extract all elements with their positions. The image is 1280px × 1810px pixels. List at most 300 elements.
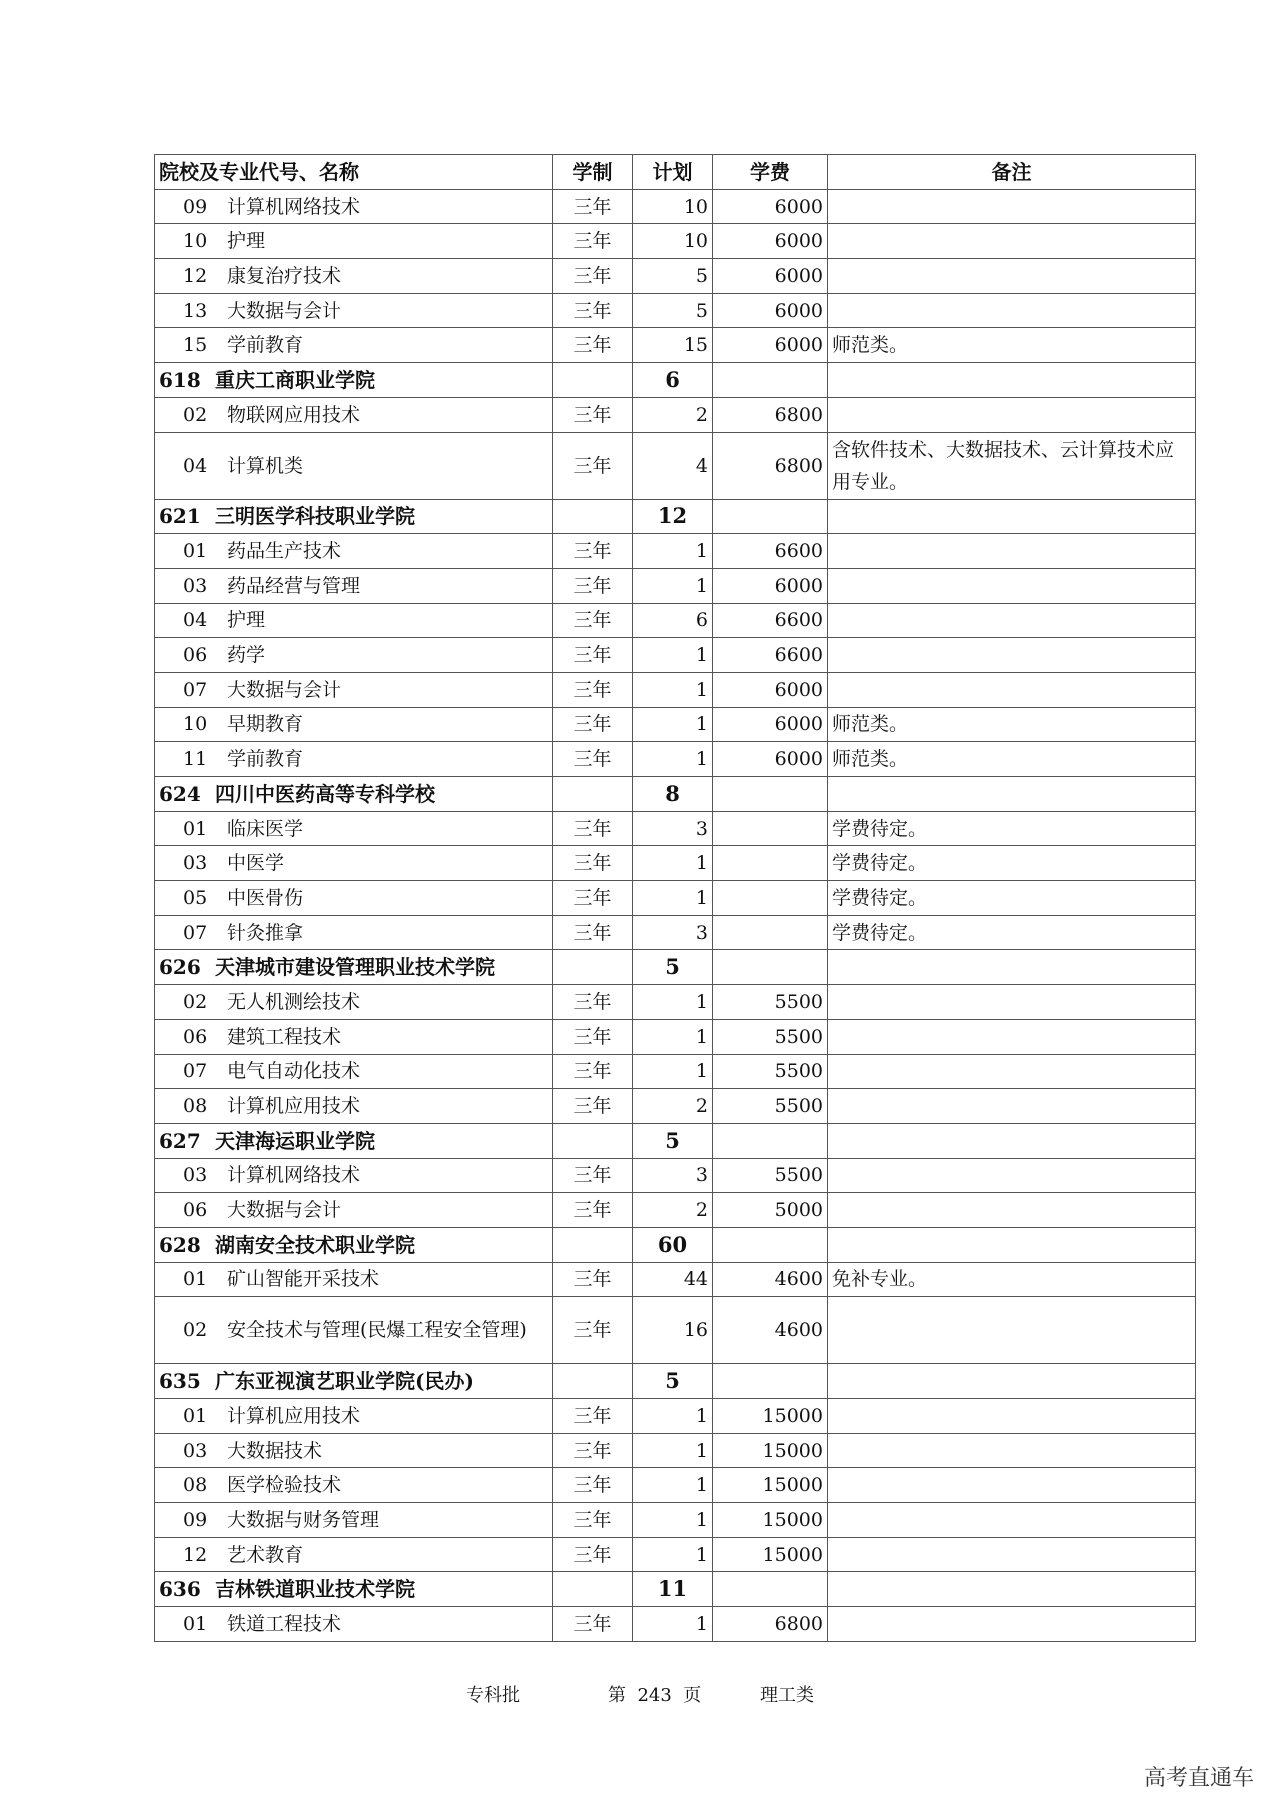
header-plan: 计划	[633, 155, 713, 190]
major-name-cell	[155, 1193, 553, 1228]
major-duration: 三年	[553, 1433, 633, 1468]
school-duration-cell	[553, 363, 633, 398]
major-name: 无人机测绘技术	[227, 990, 361, 1013]
major-code: 07	[183, 678, 208, 701]
major-row	[155, 189, 1196, 224]
major-plan: 15	[633, 328, 713, 363]
major-name: 大数据与会计	[227, 678, 342, 701]
major-tuition: 15000	[713, 1433, 828, 1468]
school-duration-cell	[553, 1572, 633, 1607]
footer-page-suffix: 页	[683, 1685, 702, 1706]
school-plan-total: 5	[633, 1123, 713, 1158]
major-tuition: 6000	[713, 742, 828, 777]
major-name: 电气自动化技术	[227, 1060, 361, 1083]
major-duration: 三年	[553, 985, 633, 1020]
major-name-cell	[155, 189, 553, 224]
major-duration: 三年	[553, 1158, 633, 1193]
school-plan-total: 11	[633, 1572, 713, 1607]
major-tuition: 6000	[713, 568, 828, 603]
school-duration-cell	[553, 950, 633, 985]
major-row	[155, 1468, 1196, 1503]
school-name: 三明医学科技职业学院	[215, 504, 415, 529]
major-remarks: 学费待定。	[828, 846, 1196, 881]
major-remarks	[828, 189, 1196, 224]
major-row	[155, 707, 1196, 742]
major-row	[155, 846, 1196, 881]
major-duration: 三年	[553, 1297, 633, 1364]
major-name-cell	[155, 638, 553, 673]
major-name-cell	[155, 915, 553, 950]
major-plan: 2	[633, 1193, 713, 1228]
major-tuition: 15000	[713, 1468, 828, 1503]
school-name-cell	[155, 1572, 553, 1607]
major-name: 计算机应用技术	[227, 1404, 361, 1427]
major-plan: 44	[633, 1262, 713, 1297]
major-tuition: 6800	[713, 397, 828, 432]
major-plan: 1	[633, 1537, 713, 1572]
major-name-cell	[155, 707, 553, 742]
major-duration: 三年	[553, 638, 633, 673]
school-name: 天津城市建设管理职业技术学院	[215, 955, 495, 980]
major-row	[155, 672, 1196, 707]
school-tuition-cell	[713, 499, 828, 534]
school-tuition-cell	[713, 1572, 828, 1607]
major-row	[155, 397, 1196, 432]
major-name: 护理	[227, 230, 266, 253]
major-duration: 三年	[553, 1399, 633, 1434]
major-tuition: 4600	[713, 1262, 828, 1297]
school-plan-total: 12	[633, 499, 713, 534]
major-name-cell	[155, 534, 553, 569]
major-duration: 三年	[553, 742, 633, 777]
school-code: 627	[159, 1128, 201, 1153]
school-tuition-cell	[713, 777, 828, 812]
major-row	[155, 1262, 1196, 1297]
major-name: 计算机网络技术	[227, 195, 361, 218]
major-name: 大数据与会计	[227, 299, 342, 322]
major-duration: 三年	[553, 1019, 633, 1054]
major-remarks	[828, 534, 1196, 569]
school-name: 吉林铁道职业技术学院	[215, 1577, 415, 1602]
major-duration: 三年	[553, 1468, 633, 1503]
school-remarks-cell	[828, 1123, 1196, 1158]
school-name-cell	[155, 1123, 553, 1158]
major-code: 06	[183, 644, 208, 667]
major-tuition: 6800	[713, 432, 828, 499]
major-name-cell	[155, 224, 553, 259]
major-name: 计算机类	[227, 454, 304, 477]
school-row	[155, 1364, 1196, 1399]
school-name: 四川中医药高等专科学校	[215, 781, 435, 806]
header-tuition: 学费	[713, 155, 828, 190]
school-tuition-cell	[713, 1227, 828, 1262]
major-duration: 三年	[553, 1193, 633, 1228]
major-code: 09	[183, 195, 208, 218]
major-duration: 三年	[553, 397, 633, 432]
major-tuition: 6000	[713, 189, 828, 224]
school-name: 重庆工商职业学院	[215, 367, 375, 392]
major-row	[155, 1607, 1196, 1642]
school-tuition-cell	[713, 1364, 828, 1399]
major-name-cell	[155, 1433, 553, 1468]
major-tuition: 6000	[713, 672, 828, 707]
major-name: 建筑工程技术	[227, 1025, 342, 1048]
school-duration-cell	[553, 499, 633, 534]
major-plan: 3	[633, 811, 713, 846]
major-duration: 三年	[553, 259, 633, 294]
major-remarks: 含软件技术、大数据技术、云计算技术应用专业。	[828, 432, 1196, 499]
major-row	[155, 1433, 1196, 1468]
major-row	[155, 1399, 1196, 1434]
major-code: 06	[183, 1199, 208, 1222]
major-row	[155, 603, 1196, 638]
school-tuition-cell	[713, 1123, 828, 1158]
major-code: 02	[183, 990, 208, 1013]
major-code: 03	[183, 1439, 208, 1462]
major-duration: 三年	[553, 1089, 633, 1124]
major-remarks: 学费待定。	[828, 915, 1196, 950]
major-plan: 1	[633, 672, 713, 707]
footer-page	[608, 1681, 701, 1707]
admission-plan-table	[154, 154, 1196, 1642]
major-plan: 1	[633, 742, 713, 777]
major-row	[155, 224, 1196, 259]
major-code: 01	[183, 540, 208, 563]
major-name: 针灸推拿	[227, 921, 304, 944]
school-plan-total: 8	[633, 777, 713, 812]
major-remarks	[828, 1607, 1196, 1642]
school-code: 618	[159, 367, 201, 392]
school-code: 621	[159, 504, 201, 529]
major-code: 06	[183, 1025, 208, 1048]
school-plan-total: 6	[633, 363, 713, 398]
major-remarks	[828, 397, 1196, 432]
major-duration: 三年	[553, 915, 633, 950]
table-header-row	[155, 155, 1196, 190]
major-code: 11	[183, 748, 208, 771]
major-remarks: 师范类。	[828, 742, 1196, 777]
major-name-cell	[155, 397, 553, 432]
major-remarks	[828, 1433, 1196, 1468]
major-duration: 三年	[553, 603, 633, 638]
major-name: 临床医学	[227, 817, 304, 840]
school-code: 635	[159, 1369, 201, 1394]
school-row	[155, 950, 1196, 985]
school-row	[155, 499, 1196, 534]
major-tuition: 5500	[713, 1158, 828, 1193]
major-row	[155, 742, 1196, 777]
major-name: 铁道工程技术	[227, 1612, 342, 1635]
major-plan: 1	[633, 1019, 713, 1054]
school-plan-total: 5	[633, 1364, 713, 1399]
major-plan: 10	[633, 224, 713, 259]
major-tuition: 5500	[713, 1019, 828, 1054]
major-name: 药学	[227, 644, 266, 667]
major-remarks	[828, 1158, 1196, 1193]
major-plan: 1	[633, 1468, 713, 1503]
major-row	[155, 881, 1196, 916]
watermark-logo: 高考直通车	[1143, 1766, 1254, 1791]
major-tuition: 6000	[713, 328, 828, 363]
major-name-cell	[155, 1054, 553, 1089]
major-code: 01	[183, 817, 208, 840]
school-code: 636	[159, 1577, 201, 1602]
major-row	[155, 259, 1196, 294]
major-remarks	[828, 638, 1196, 673]
major-name-cell	[155, 846, 553, 881]
school-remarks-cell	[828, 1227, 1196, 1262]
major-code: 10	[183, 713, 208, 736]
major-name: 艺术教育	[227, 1543, 304, 1566]
major-plan: 5	[633, 259, 713, 294]
header-remarks: 备注	[828, 155, 1196, 190]
major-remarks: 师范类。	[828, 328, 1196, 363]
major-code: 05	[183, 886, 208, 909]
major-name: 医学检验技术	[227, 1474, 342, 1497]
major-remarks	[828, 1503, 1196, 1538]
school-name: 广东亚视演艺职业学院(民办)	[215, 1369, 474, 1394]
major-plan: 4	[633, 432, 713, 499]
major-tuition: 5500	[713, 1054, 828, 1089]
major-code: 09	[183, 1508, 208, 1531]
major-plan: 5	[633, 293, 713, 328]
footer-batch: 专科批	[466, 1685, 520, 1706]
major-name-cell	[155, 881, 553, 916]
major-remarks	[828, 672, 1196, 707]
major-plan: 2	[633, 1089, 713, 1124]
major-row	[155, 568, 1196, 603]
school-name-cell	[155, 499, 553, 534]
major-name: 护理	[227, 609, 266, 632]
major-name: 药品经营与管理	[227, 574, 361, 597]
major-name-cell	[155, 1297, 553, 1364]
major-plan: 16	[633, 1297, 713, 1364]
major-name: 大数据与会计	[227, 1199, 342, 1222]
major-code: 02	[183, 403, 208, 426]
school-code: 628	[159, 1232, 201, 1257]
major-tuition: 6000	[713, 707, 828, 742]
major-tuition: 5500	[713, 985, 828, 1020]
major-remarks	[828, 985, 1196, 1020]
major-name: 早期教育	[227, 713, 304, 736]
major-duration: 三年	[553, 189, 633, 224]
major-remarks	[828, 1054, 1196, 1089]
major-code: 01	[183, 1404, 208, 1427]
school-remarks-cell	[828, 363, 1196, 398]
major-row	[155, 1537, 1196, 1572]
major-plan: 1	[633, 985, 713, 1020]
school-row	[155, 1227, 1196, 1262]
major-tuition	[713, 811, 828, 846]
major-tuition: 6600	[713, 603, 828, 638]
major-name: 矿山智能开采技术	[227, 1268, 380, 1291]
school-name-cell	[155, 1364, 553, 1399]
major-remarks: 免补专业。	[828, 1262, 1196, 1297]
major-code: 08	[183, 1474, 208, 1497]
major-tuition	[713, 915, 828, 950]
major-row	[155, 1297, 1196, 1364]
major-tuition: 15000	[713, 1537, 828, 1572]
major-remarks	[828, 1089, 1196, 1124]
major-code: 07	[183, 1060, 208, 1083]
major-name-cell	[155, 1089, 553, 1124]
major-row	[155, 1503, 1196, 1538]
major-name-cell	[155, 328, 553, 363]
major-tuition: 6000	[713, 259, 828, 294]
major-plan: 1	[633, 1503, 713, 1538]
major-plan: 1	[633, 846, 713, 881]
major-name-cell	[155, 568, 553, 603]
school-duration-cell	[553, 1123, 633, 1158]
major-duration: 三年	[553, 293, 633, 328]
school-duration-cell	[553, 1227, 633, 1262]
major-code: 03	[183, 574, 208, 597]
school-row	[155, 363, 1196, 398]
major-code: 07	[183, 921, 208, 944]
school-tuition-cell	[713, 950, 828, 985]
major-tuition: 15000	[713, 1399, 828, 1434]
major-name-cell	[155, 1503, 553, 1538]
major-tuition	[713, 846, 828, 881]
major-row	[155, 811, 1196, 846]
major-remarks: 学费待定。	[828, 881, 1196, 916]
major-remarks	[828, 293, 1196, 328]
major-plan: 1	[633, 1399, 713, 1434]
major-remarks	[828, 1468, 1196, 1503]
major-duration: 三年	[553, 328, 633, 363]
major-duration: 三年	[553, 1607, 633, 1642]
major-row	[155, 1089, 1196, 1124]
major-name-cell	[155, 1399, 553, 1434]
major-code: 01	[183, 1268, 208, 1291]
major-tuition: 6000	[713, 293, 828, 328]
major-row	[155, 638, 1196, 673]
school-code: 624	[159, 781, 201, 806]
major-row	[155, 985, 1196, 1020]
major-name-cell	[155, 672, 553, 707]
school-name: 天津海运职业学院	[215, 1128, 375, 1153]
school-name-cell	[155, 950, 553, 985]
major-row	[155, 432, 1196, 499]
header-name: 院校及专业代号、名称	[155, 155, 553, 190]
major-plan: 3	[633, 915, 713, 950]
major-name: 计算机应用技术	[227, 1095, 361, 1118]
major-name-cell	[155, 1468, 553, 1503]
major-name: 学前教育	[227, 748, 304, 771]
major-tuition: 6000	[713, 224, 828, 259]
major-name: 安全技术与管理(民爆工程安全管理)	[227, 1319, 527, 1342]
major-name-cell	[155, 603, 553, 638]
major-name: 药品生产技术	[227, 540, 342, 563]
major-plan: 1	[633, 1433, 713, 1468]
major-name: 康复治疗技术	[227, 264, 342, 287]
major-code: 01	[183, 1612, 208, 1635]
major-name-cell	[155, 1607, 553, 1642]
school-remarks-cell	[828, 1572, 1196, 1607]
major-row	[155, 534, 1196, 569]
major-row	[155, 1158, 1196, 1193]
school-remarks-cell	[828, 777, 1196, 812]
major-code: 04	[183, 609, 208, 632]
major-remarks	[828, 1537, 1196, 1572]
major-code: 04	[183, 454, 208, 477]
major-duration: 三年	[553, 1262, 633, 1297]
footer-page-number: 243	[637, 1685, 672, 1706]
major-name: 大数据与财务管理	[227, 1508, 380, 1531]
table-body	[155, 189, 1196, 1641]
major-code: 02	[183, 1319, 208, 1342]
major-tuition: 4600	[713, 1297, 828, 1364]
major-duration: 三年	[553, 811, 633, 846]
major-name-cell	[155, 432, 553, 499]
school-remarks-cell	[828, 950, 1196, 985]
major-tuition: 5500	[713, 1089, 828, 1124]
major-row	[155, 328, 1196, 363]
major-name-cell	[155, 742, 553, 777]
major-code: 12	[183, 1543, 208, 1566]
major-duration: 三年	[553, 432, 633, 499]
major-tuition: 5000	[713, 1193, 828, 1228]
major-duration: 三年	[553, 846, 633, 881]
major-name: 中医学	[227, 852, 285, 875]
major-name-cell	[155, 1262, 553, 1297]
major-remarks	[828, 568, 1196, 603]
major-name: 物联网应用技术	[227, 403, 361, 426]
major-remarks	[828, 1019, 1196, 1054]
school-name-cell	[155, 1227, 553, 1262]
major-remarks	[828, 1297, 1196, 1364]
major-duration: 三年	[553, 881, 633, 916]
school-name-cell	[155, 363, 553, 398]
school-plan-total: 60	[633, 1227, 713, 1262]
major-name: 学前教育	[227, 334, 304, 357]
major-code: 08	[183, 1095, 208, 1118]
major-duration: 三年	[553, 224, 633, 259]
major-plan: 1	[633, 534, 713, 569]
major-row	[155, 915, 1196, 950]
footer-category: 理工类	[760, 1685, 814, 1706]
school-row	[155, 777, 1196, 812]
school-name-cell	[155, 777, 553, 812]
major-duration: 三年	[553, 1054, 633, 1089]
major-name: 计算机网络技术	[227, 1164, 361, 1187]
major-plan: 1	[633, 1607, 713, 1642]
major-tuition: 6800	[713, 1607, 828, 1642]
major-tuition: 15000	[713, 1503, 828, 1538]
major-row	[155, 1193, 1196, 1228]
major-name-cell	[155, 1537, 553, 1572]
major-name-cell	[155, 293, 553, 328]
major-duration: 三年	[553, 672, 633, 707]
major-remarks	[828, 259, 1196, 294]
major-duration: 三年	[553, 534, 633, 569]
major-name: 大数据技术	[227, 1439, 323, 1462]
major-plan: 1	[633, 707, 713, 742]
major-name-cell	[155, 1019, 553, 1054]
school-row	[155, 1572, 1196, 1607]
major-name-cell	[155, 985, 553, 1020]
major-remarks: 师范类。	[828, 707, 1196, 742]
major-plan: 1	[633, 568, 713, 603]
major-tuition: 6600	[713, 534, 828, 569]
major-plan: 10	[633, 189, 713, 224]
major-code: 03	[183, 852, 208, 875]
major-row	[155, 1054, 1196, 1089]
school-tuition-cell	[713, 363, 828, 398]
school-duration-cell	[553, 1364, 633, 1399]
major-code: 03	[183, 1164, 208, 1187]
major-duration: 三年	[553, 568, 633, 603]
